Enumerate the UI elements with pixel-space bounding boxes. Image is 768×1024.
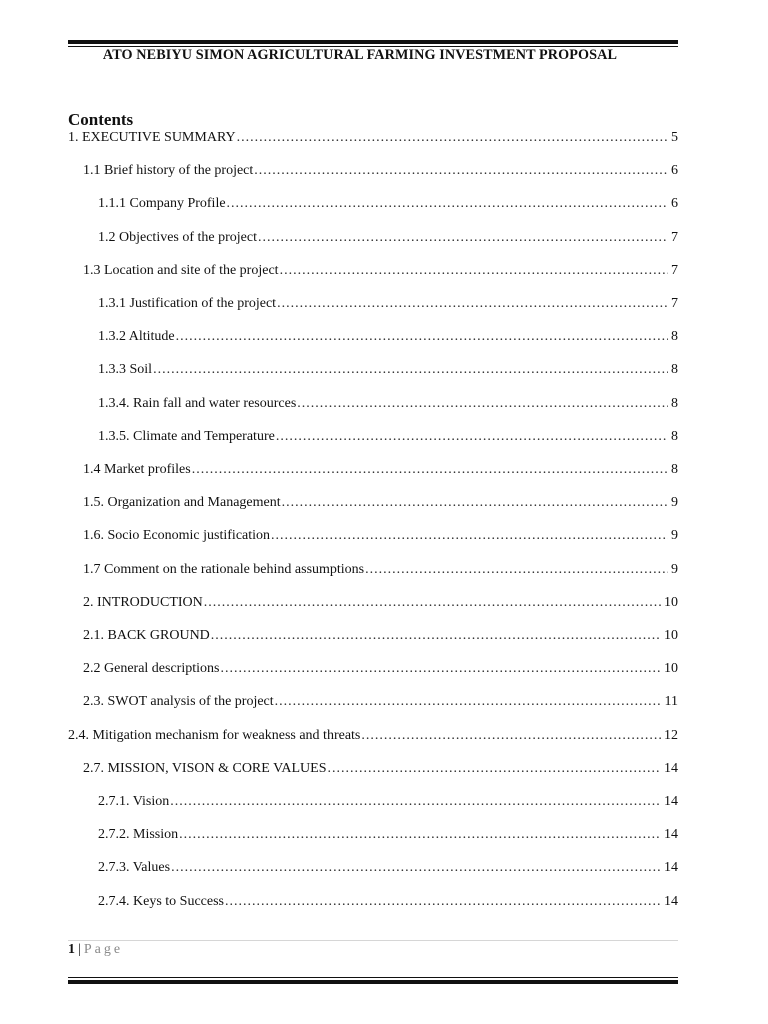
toc-entry-label: 2.3. SWOT analysis of the project bbox=[83, 694, 274, 710]
toc-entry-page: 7 bbox=[671, 296, 678, 311]
toc-entry-page: 10 bbox=[664, 594, 678, 610]
toc-entry-page: 8 bbox=[671, 395, 678, 411]
toc-entry-page: 9 bbox=[671, 495, 678, 511]
toc-entry-label: 1.6. Socio Economic justification bbox=[83, 528, 271, 544]
toc-entry-label: 2. INTRODUCTION bbox=[83, 594, 203, 610]
toc-entry[interactable] bbox=[83, 761, 678, 781]
toc-dot-leader bbox=[211, 628, 661, 644]
toc-entry-label: 1. EXECUTIVE SUMMARY bbox=[68, 130, 236, 145]
toc-entry-label: 1.3.4. Rain fall and water resources bbox=[98, 395, 297, 411]
toc-dot-leader bbox=[170, 794, 661, 810]
toc-entry-page: 7 bbox=[671, 229, 678, 245]
bottom-rule-thick bbox=[68, 980, 678, 984]
toc-entry[interactable] bbox=[83, 562, 678, 582]
toc-entry-page: 8 bbox=[671, 329, 678, 345]
toc-dot-leader bbox=[153, 362, 668, 378]
toc-entry[interactable] bbox=[98, 894, 678, 914]
toc-entry[interactable] bbox=[83, 528, 678, 548]
document-header-title: ATO NEBIYU SIMON AGRICULTURAL FARMING INVESTMENT PROPOSAL bbox=[102, 47, 618, 63]
toc-entry[interactable] bbox=[98, 296, 678, 316]
toc-entry-page: 9 bbox=[671, 561, 678, 577]
toc-entry-label: 2.2 General descriptions bbox=[83, 661, 220, 677]
footer-page-word: Page bbox=[83, 942, 124, 957]
toc-dot-leader bbox=[280, 263, 668, 279]
toc-entry-page: 6 bbox=[671, 196, 678, 212]
toc-entry-page: 12 bbox=[664, 727, 678, 743]
toc-dot-leader bbox=[225, 894, 661, 910]
toc-entry-label: 2.4. Mitigation mechanism for weakness and threats bbox=[68, 727, 361, 743]
toc-entry-page: 8 bbox=[671, 362, 678, 378]
toc-entry[interactable] bbox=[83, 462, 678, 482]
toc-dot-leader bbox=[276, 429, 668, 445]
toc-entry[interactable] bbox=[98, 429, 678, 449]
toc-entry-label: 1.1.1 Company Profile bbox=[98, 196, 226, 212]
toc-dot-leader bbox=[179, 827, 661, 843]
toc-entry[interactable] bbox=[98, 196, 678, 216]
toc-entry-label: 1.2 Objectives of the project bbox=[98, 229, 258, 245]
toc-entry-label: 2.7.2. Mission bbox=[98, 827, 179, 843]
toc-entry[interactable] bbox=[83, 495, 678, 515]
toc-dot-leader bbox=[365, 562, 668, 578]
page-footer bbox=[68, 942, 123, 958]
toc-entry-page: 5 bbox=[671, 130, 678, 145]
toc-entry-page: 8 bbox=[671, 428, 678, 444]
toc-dot-leader bbox=[204, 595, 661, 611]
toc-entry-label: 2.7.1. Vision bbox=[98, 794, 170, 809]
toc-entry[interactable] bbox=[83, 694, 678, 714]
toc-entry-label: 1.3.3 Soil bbox=[98, 362, 153, 378]
toc-entry-label: 1.3 Location and site of the project bbox=[83, 262, 279, 278]
toc-entry-label: 1.3.2 Altitude bbox=[98, 329, 175, 345]
toc-dot-leader bbox=[171, 860, 661, 876]
toc-entry[interactable] bbox=[68, 130, 678, 150]
toc-entry-page: 14 bbox=[664, 794, 678, 809]
toc-dot-leader bbox=[271, 528, 668, 544]
toc-dot-leader bbox=[192, 462, 668, 478]
bottom-rule-thin bbox=[68, 977, 678, 978]
toc-entry-page: 6 bbox=[671, 163, 678, 179]
toc-entry-page: 10 bbox=[664, 661, 678, 677]
toc-entry[interactable] bbox=[83, 628, 678, 648]
toc-entry-label: 1.7 Comment on the rationale behind assumptions bbox=[83, 561, 365, 577]
contents-heading: Contents bbox=[68, 110, 134, 129]
toc-entry-label: 1.5. Organization and Management bbox=[83, 495, 281, 511]
toc-entry-page: 8 bbox=[671, 462, 678, 477]
toc-dot-leader bbox=[361, 728, 661, 744]
toc-entry-page: 9 bbox=[671, 528, 678, 544]
toc-entry-page: 14 bbox=[664, 893, 678, 909]
toc-entry[interactable] bbox=[98, 230, 678, 250]
toc-entry[interactable] bbox=[98, 794, 678, 814]
toc-dot-leader bbox=[220, 661, 661, 677]
toc-dot-leader bbox=[258, 230, 668, 246]
toc-dot-leader bbox=[227, 196, 668, 212]
footer-separator: | bbox=[78, 942, 81, 957]
toc-entry-page: 14 bbox=[664, 760, 678, 776]
toc-entry[interactable] bbox=[83, 263, 678, 283]
toc-entry[interactable] bbox=[98, 860, 678, 880]
toc-entry[interactable] bbox=[98, 827, 678, 847]
toc-dot-leader bbox=[277, 296, 668, 312]
toc-dot-leader bbox=[297, 396, 668, 412]
toc-entry-label: 2.1. BACK GROUND bbox=[83, 628, 210, 643]
toc-entry-page: 14 bbox=[664, 827, 678, 843]
toc-dot-leader bbox=[282, 495, 668, 511]
toc-entry-page: 11 bbox=[664, 694, 678, 710]
footer-rule bbox=[68, 940, 678, 941]
toc-entry[interactable] bbox=[83, 163, 678, 183]
footer-page-number: 1 bbox=[68, 942, 75, 957]
toc-entry-label: 2.7. MISSION, VISON & CORE VALUES bbox=[83, 760, 327, 776]
toc-dot-leader bbox=[237, 130, 668, 146]
toc-entry[interactable] bbox=[83, 595, 678, 615]
toc-entry[interactable] bbox=[83, 661, 678, 681]
toc-dot-leader bbox=[254, 163, 668, 179]
toc-dot-leader bbox=[275, 694, 662, 710]
toc-entry-label: 1.3.5. Climate and Temperature bbox=[98, 428, 275, 444]
toc-dot-leader bbox=[327, 761, 661, 777]
toc-entry-label: 1.3.1 Justification of the project bbox=[98, 296, 277, 311]
toc-entry-label: 1.1 Brief history of the project bbox=[83, 163, 254, 179]
toc-entry[interactable] bbox=[68, 728, 678, 748]
toc-entry-label: 1.4 Market profiles bbox=[83, 462, 191, 477]
toc-entry-label: 2.7.3. Values bbox=[98, 860, 171, 876]
toc-entry-label: 2.7.4. Keys to Success bbox=[98, 893, 224, 909]
toc-entry[interactable] bbox=[98, 396, 678, 416]
toc-entry-page: 7 bbox=[671, 262, 678, 278]
toc-dot-leader bbox=[176, 329, 668, 345]
toc-entry-page: 14 bbox=[664, 860, 678, 876]
toc-entry[interactable] bbox=[98, 362, 678, 382]
toc-entry-page: 10 bbox=[664, 628, 678, 643]
toc-entry[interactable] bbox=[98, 329, 678, 349]
